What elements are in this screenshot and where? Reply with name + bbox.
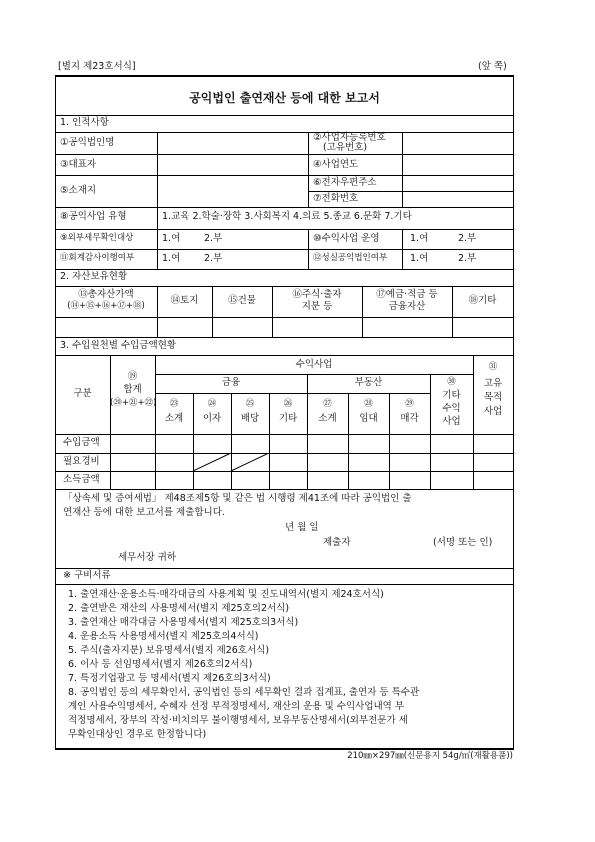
fiscal-year-label: ④사업연도 — [313, 159, 359, 170]
frame-top — [55, 75, 514, 77]
statement-line-2: 연재산 등에 대한 보고서를 제출합니다. — [63, 507, 225, 518]
total-assets-formula: (⑭+⑮+⑯+⑰+⑱) — [67, 301, 145, 311]
external-tax-check-opt-yes: 1.여 — [162, 233, 181, 244]
bizno-label: ②사업자등록번호 — [313, 132, 386, 143]
profit-biz-operation-opt-yes: 1.여 — [410, 233, 429, 244]
profit-biz-header: 수익사업 — [295, 359, 333, 370]
deposit-label-2: 금융자산 — [388, 301, 426, 312]
expense-not-applicable-slashes — [193, 453, 269, 471]
faithful-corp-opt-yes: 1.여 — [410, 253, 429, 264]
paper-spec-footer: 210㎜×297㎜(신문용지 54g/㎡(재활용품)) — [347, 751, 513, 761]
required-doc-item-8-line: 무확인대상인 경우로 한정합니다) — [68, 729, 207, 740]
rent-marker: ㉘ — [364, 399, 373, 409]
finance-subtotal-marker: ㉓ — [169, 399, 179, 409]
other-profit-header-3: 사업 — [442, 416, 461, 427]
audit-performed-opt-yes: 1.여 — [162, 253, 181, 264]
sale-marker: ㉙ — [405, 399, 414, 409]
required-doc-item: 5. 주식(출자지분) 보유명세서(별지 제26호서식) — [68, 645, 270, 656]
row-label-expense: 필요경비 — [63, 456, 100, 467]
dividend-marker: ㉕ — [245, 399, 255, 409]
stock-label: ⑯주식·출자 — [292, 289, 342, 300]
row-label-net-income: 소득금액 — [63, 474, 100, 485]
required-doc-item: 7. 특정기업광고 등 명세서(별지 제26호의3서식) — [68, 673, 271, 684]
other-profit-marker: ㉚ — [447, 377, 456, 387]
date-line: 년 월 일 — [285, 522, 319, 533]
sum-formula: (⑳+㉑+㉒) — [110, 398, 157, 408]
statement-line-1: 「상속세 및 증여세법」 제48조제5항 및 같은 법 시행령 제41조에 따라 공익법인 출 — [63, 493, 412, 504]
interest-marker: ㉔ — [207, 399, 217, 409]
phone-label: ⑦전화번호 — [313, 193, 359, 204]
required-doc-item: 2. 출연받은 재산의 사용명세서(별지 제25호의2서식) — [68, 603, 290, 614]
sale-header: 매각 — [400, 413, 419, 424]
required-doc-item-8-line: 계인 사용수익명세서, 수혜자 선정 부적정명세서, 재산의 운용 및 수익사업내역 부 — [68, 701, 405, 712]
building-label: ⑮건물 — [228, 295, 256, 306]
sum-marker: ⑲ — [127, 371, 138, 382]
section3-heading: 3. 수입원천별 수입금액현황 — [60, 340, 177, 351]
total-assets-label: ⑬총자산가액 — [78, 289, 134, 300]
corp-name-label: ①공익법인명 — [60, 137, 115, 148]
unique-purpose-header-2: 목적 — [483, 392, 503, 403]
rent-header: 임대 — [359, 413, 378, 424]
required-doc-item: 4. 운용소득 사용명세서(별지 제25호의4서식) — [68, 631, 259, 642]
page-side-label: (앞 쪽) — [478, 61, 507, 72]
submitter-label: 제출자 — [323, 537, 351, 548]
required-doc-item-8-line: 8. 공익법인 등의 세무확인서, 공익법인 등의 세무확인 결과 집계표, 출연자 등 특수관 — [68, 687, 420, 698]
public-biz-type-label: ⑧공익사업 유형 — [60, 211, 127, 222]
required-doc-item-8-line: 적정명세서, 장부의 작성·비치의무 불이행명세서, 보유부동산명세서(외부전문가 세 — [68, 715, 408, 726]
other-profit-header-2: 수익 — [442, 403, 461, 414]
finance-other-marker: ㉖ — [283, 399, 293, 409]
profit-biz-operation-label: ⑩수익사업 운영 — [313, 233, 380, 244]
form-number: [별지 제23호서식] — [58, 61, 136, 72]
faithful-corp-opt-no: 2.부 — [458, 253, 477, 264]
section1-heading: 1. 인적사항 — [60, 117, 109, 128]
required-doc-item: 3. 출연재산 매각대금 사용명세서(별지 제25호의3서식) — [68, 617, 299, 628]
realestate-header: 부동산 — [354, 377, 383, 388]
frame-bottom — [55, 748, 514, 750]
finance-subtotal-header: 소계 — [164, 413, 184, 424]
section2-heading: 2. 자산보유현황 — [60, 271, 128, 282]
stock-label-2: 지분 등 — [301, 301, 333, 312]
addressee: 세무서장 귀하 — [118, 552, 177, 563]
representative-label: ③대표자 — [60, 159, 97, 170]
dividend-header: 배당 — [240, 413, 260, 424]
form-title: 공익법인 출연재산 등에 대한 보고서 — [189, 91, 380, 105]
unique-purpose-header-1: 고유 — [483, 378, 503, 389]
finance-header: 금융 — [221, 377, 241, 388]
finance-other-header: 기타 — [278, 413, 298, 424]
unique-purpose-header-3: 사업 — [483, 406, 503, 417]
interest-header: 이자 — [202, 413, 222, 424]
unique-purpose-marker: ㉛ — [488, 362, 498, 372]
other-profit-header-1: 기타 — [442, 390, 461, 401]
bizno-sub-label: (고유번호) — [323, 142, 368, 153]
category-header: 구분 — [73, 388, 92, 399]
deposit-label: ⑰예금·적금 등 — [376, 289, 438, 300]
external-tax-check-label: ⑨외부세무확인대상 — [60, 233, 134, 243]
realestate-subtotal-marker: ㉗ — [323, 399, 332, 409]
frame-left — [55, 75, 56, 749]
required-docs-heading: ※ 구비서류 — [63, 570, 111, 581]
address-label: ⑤소재지 — [60, 185, 97, 196]
required-doc-item: 1. 출연재산·운용소득·매각대금의 사용계획 및 진도내역서(별지 제24호서식) — [68, 589, 384, 600]
other-assets-label: ⑱기타 — [468, 295, 497, 306]
external-tax-check-opt-no: 2.부 — [204, 233, 223, 244]
realestate-subtotal-header: 소계 — [318, 413, 337, 424]
signature-note: (서명 또는 인) — [433, 537, 493, 548]
required-doc-item: 6. 이사 등 선임명세서(별지 제26호의2서식) — [68, 659, 253, 670]
sum-header: 합계 — [123, 384, 142, 395]
email-label: ⑥전자우편주소 — [313, 177, 377, 188]
audit-performed-opt-no: 2.부 — [204, 253, 223, 264]
row-label-income: 수입금액 — [63, 437, 100, 448]
frame-right — [513, 75, 514, 749]
audit-performed-label: ⑪회계감사이행여부 — [60, 253, 135, 263]
public-biz-type-options: 1.교육 2.학술·장학 3.사회복지 4.의료 5.종교 6.문화 7.기타 — [162, 211, 412, 222]
land-label: ⑭토지 — [170, 295, 199, 306]
profit-biz-operation-opt-no: 2.부 — [458, 233, 477, 244]
faithful-corp-label: ⑫성실공익법인여부 — [313, 253, 388, 263]
